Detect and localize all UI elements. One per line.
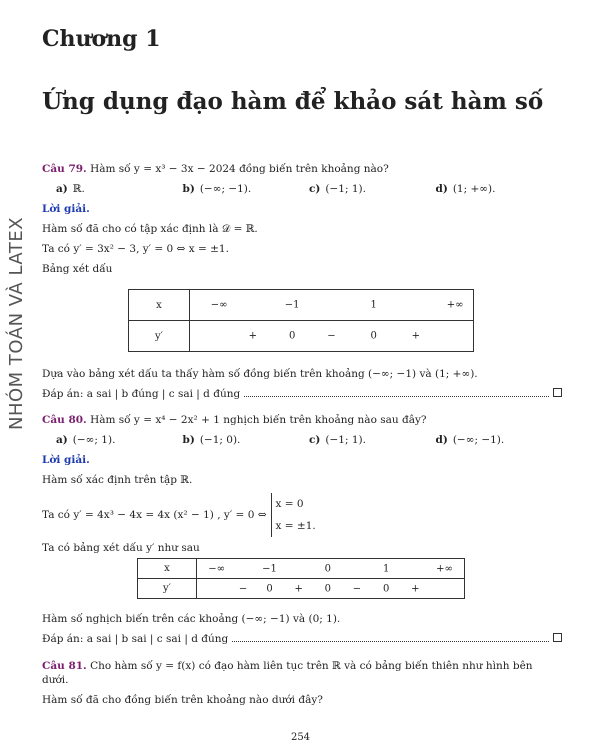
option-b: b) (−1; 0). — [182, 434, 241, 446]
answer: Đáp án: a sai | b đúng | c sai | d đúng — [42, 388, 241, 400]
question-80 — [42, 413, 562, 555]
solution-label: Lời giải. — [42, 203, 90, 215]
sign: 0 — [382, 583, 390, 594]
sign-table-79 — [128, 289, 474, 352]
question-number: Câu 79. — [42, 163, 87, 175]
option-d: d) (1; +∞). — [435, 183, 496, 195]
sign: 0 — [266, 583, 273, 594]
option-c: c) (−1; 1). — [309, 434, 366, 446]
sign: 0 — [324, 583, 332, 594]
sign: 0 — [370, 330, 377, 342]
question-text: Hàm số y = x⁴ − 2x² + 1 nghịch biến trên khoảng nào sau đây? — [90, 414, 427, 426]
x-value: −1 — [284, 299, 300, 311]
derivative-line: Ta có y′ = 4x³ − 4x = 4x (x² − 1) , y′ = 0 ⇔ x = 0 x = ±1. — [42, 493, 562, 537]
options — [42, 182, 562, 196]
conclusion: Dựa vào bảng xét dấu ta thấy hàm số đồng biến trên khoảng (−∞; −1) và (1; +∞). — [42, 368, 478, 380]
solution-line: Hàm số xác định trên tập ℝ. — [42, 474, 193, 486]
qed-box-icon — [553, 388, 562, 397]
question-79 — [42, 162, 562, 276]
answer-line — [42, 632, 562, 646]
q80-conclusion — [42, 612, 562, 646]
question-text: Cho hàm số y = f(x) có đạo hàm liên tục trên ℝ và có bảng biến thiên như hình bên dưới. — [42, 660, 533, 686]
option-a: a) ℝ. — [56, 183, 85, 195]
answer: Đáp án: a sai | b sai | c sai | d đúng — [42, 633, 229, 645]
x-label: x — [129, 290, 190, 321]
solution-line: Bảng xét dấu — [42, 263, 113, 275]
question-number: Câu 80. — [42, 414, 87, 426]
sign: 0 — [288, 330, 296, 342]
x-value: +∞ — [446, 299, 464, 311]
x-value: −1 — [262, 563, 277, 574]
case-bracket: x = 0 x = ±1. — [271, 493, 316, 537]
sign-table-80 — [137, 558, 465, 599]
q79-conclusion — [42, 367, 562, 401]
y-label: y′ — [138, 579, 197, 599]
x-label: x — [138, 559, 197, 579]
question-text: Hàm số y = x³ − 3x − 2024 đồng biến trên khoảng nào? — [90, 163, 389, 175]
solution-line: Ta có bảng xét dấu y′ như sau — [42, 542, 200, 554]
sign: + — [411, 330, 420, 342]
dot-leader — [244, 396, 549, 397]
solution-label: Lời giải. — [42, 454, 90, 466]
option-a: a) (−∞; 1). — [56, 434, 116, 446]
sign: − — [238, 583, 248, 594]
solution-line: Ta có y′ = 3x² − 3, y′ = 0 ⇔ x = ±1. — [42, 243, 229, 255]
x-value: −∞ — [210, 299, 228, 311]
chapter-title: Ứng dụng đạo hàm để khảo sát hàm số — [42, 88, 544, 115]
side-watermark — [6, 216, 28, 430]
x-value: 1 — [370, 299, 377, 311]
options — [42, 433, 562, 447]
option-c: c) (−1; 1). — [309, 183, 366, 195]
dot-leader — [232, 641, 549, 642]
qed-box-icon — [553, 633, 562, 642]
question-text-2: Hàm số đã cho đồng biến trên khoảng nào dưới đây? — [42, 694, 323, 706]
sign: − — [352, 583, 362, 594]
option-d: d) (−∞; −1). — [435, 434, 505, 446]
sign: + — [248, 330, 258, 342]
option-b: b) (−∞; −1). — [182, 183, 252, 195]
solution-line: Hàm số đã cho có tập xác định là 𝒟 = ℝ. — [42, 223, 258, 235]
question-81 — [42, 659, 562, 707]
conclusion: Hàm số nghịch biến trên các khoảng (−∞; −1) và (0; 1). — [42, 613, 341, 625]
x-value: +∞ — [436, 563, 453, 574]
sign: + — [411, 583, 420, 594]
answer-line — [42, 387, 562, 401]
y-label: y′ — [129, 321, 190, 352]
x-value: 0 — [324, 563, 332, 574]
sign: − — [327, 330, 336, 342]
x-value: 1 — [382, 563, 390, 574]
question-number: Câu 81. — [42, 660, 87, 672]
page-number: 254 — [290, 732, 311, 743]
watermark-text: NHÓM TOÁN VÀ LATEX — [6, 216, 27, 430]
chapter-heading: Chương 1 — [42, 26, 161, 52]
sign: + — [294, 583, 303, 594]
x-value: −∞ — [208, 563, 225, 574]
